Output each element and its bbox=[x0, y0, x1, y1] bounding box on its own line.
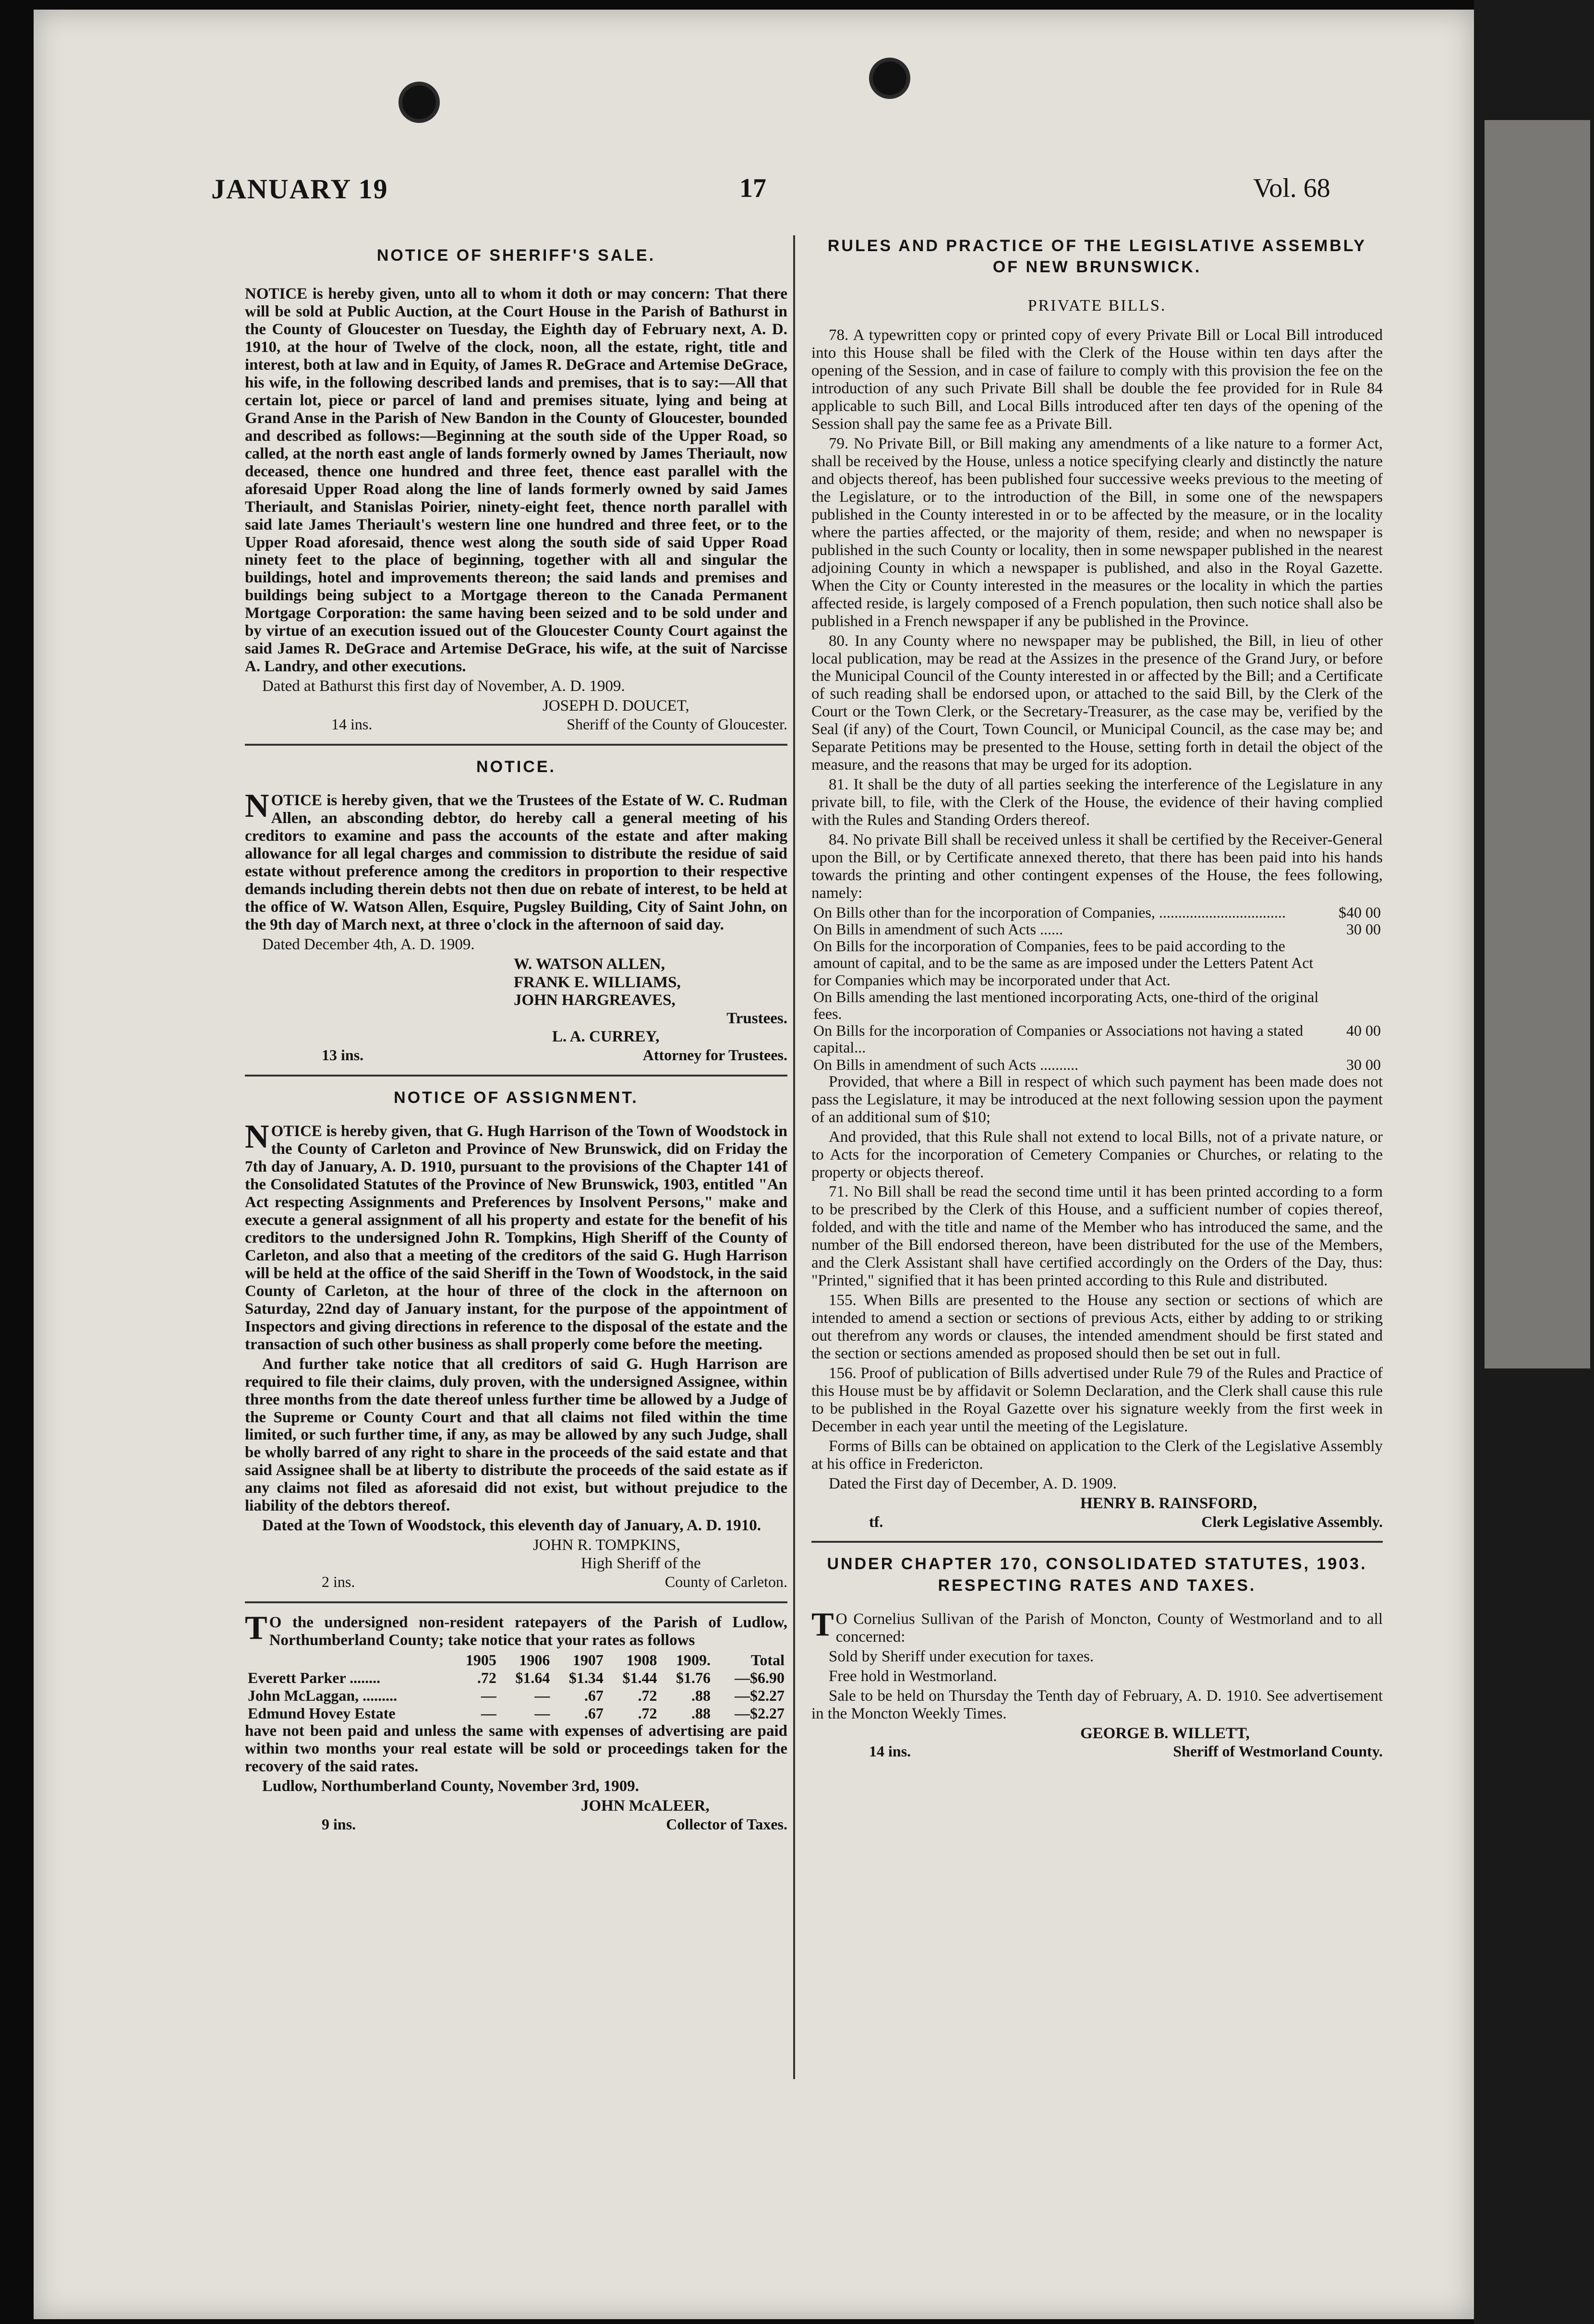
ludlow-signer-title: Collector of Taxes. bbox=[666, 1815, 787, 1833]
rules-footer bbox=[811, 1513, 1383, 1531]
chapter-170-title: UNDER CHAPTER 170, CONSOLIDATED STATUTES, 1903. RESPECTING RATES AND TAXES. bbox=[827, 1555, 1367, 1595]
table-cell: — bbox=[534, 1704, 550, 1722]
binding-hole-right bbox=[869, 58, 910, 99]
page-number: 17 bbox=[739, 173, 766, 203]
assignment-title: NOTICE OF ASSIGNMENT. bbox=[394, 1089, 639, 1107]
chapter-170-line-2: Sold by Sheriff under execution for taxes. bbox=[829, 1647, 1094, 1665]
rates-col-1905: 1905 bbox=[465, 1651, 496, 1669]
fee-amount: 30 00 bbox=[1346, 1055, 1381, 1073]
trustees-notice bbox=[245, 756, 787, 1064]
table-cell: .72 bbox=[638, 1686, 657, 1704]
table-cell: $1.44 bbox=[622, 1669, 657, 1686]
table-row bbox=[811, 1022, 1383, 1056]
chapter-170-ins: 14 ins. bbox=[869, 1743, 911, 1760]
assignment-dated: Dated at the Town of Woodstock, this eleventh day of January, A. D. 1910. bbox=[262, 1517, 761, 1535]
table-cell: .67 bbox=[584, 1686, 604, 1704]
rule-155: 155. When Bills are presented to the House any section or sections of which are intended to amend a section or sections of previous Acts, either by adding to or striking out therefrom any words or clauses, the intended amendment should be first stated and the section or sections amended as proposed should then be set out in full. bbox=[811, 1292, 1383, 1363]
rule-156: 156. Proof of publication of Bills advertised under Rule 79 of the Rules and Practice of this House must be by affidavit or Solemn Declaration, and the Clerk shall cause this rule to be published in the Royal Gazette over his signature weekly from the first week in December in each year until the meeting of the Legislature. bbox=[811, 1365, 1383, 1435]
rules-proviso-1: Provided, that where a Bill in respect of which such payment has been made does not pass the Legislature, it may be introduced at the next following session upon the payment of an additional sum of $10; bbox=[811, 1073, 1383, 1126]
chapter-170-line-3: Free hold in Westmorland. bbox=[829, 1667, 997, 1685]
trustees-label: Trustees. bbox=[726, 1010, 787, 1028]
trustee-1: W. WATSON ALLEN, bbox=[514, 955, 665, 973]
ludlow-body: have not been paid and unless the same with expenses of advertising are paid within two months your real estate will be sold or proceedings taken for the recovery of the said rates. bbox=[245, 1722, 787, 1775]
fee-amount: 40 00 bbox=[1346, 1022, 1381, 1040]
assignment-signer-title-1: High Sheriff of the bbox=[581, 1555, 701, 1573]
table-row bbox=[811, 1056, 1383, 1073]
rates-col-1907: 1907 bbox=[572, 1651, 604, 1669]
rates-header-row bbox=[245, 1651, 787, 1669]
sheriff-sale-signer: JOSEPH D. DOUCET, bbox=[543, 697, 689, 715]
table-cell: .72 bbox=[477, 1669, 496, 1686]
ludlow-dated: Ludlow, Northumberland County, November 3rd, 1909. bbox=[262, 1777, 640, 1795]
rules-subtitle: PRIVATE BILLS. bbox=[1027, 297, 1167, 315]
table-row bbox=[811, 938, 1383, 989]
sheriff-sale-notice bbox=[245, 245, 787, 733]
rates-table bbox=[245, 1651, 787, 1722]
ludlow-signer: JOHN McALEER, bbox=[581, 1797, 710, 1815]
assignment-notice bbox=[245, 1087, 787, 1591]
volume-number: Vol. 68 bbox=[1253, 173, 1330, 203]
rules-signer-title: Clerk Legislative Assembly. bbox=[1201, 1513, 1383, 1530]
ludlow-footer bbox=[245, 1816, 787, 1833]
table-cell: Edmund Hovey Estate bbox=[248, 1704, 396, 1722]
rule-84: 84. No private Bill shall be received unless it shall be certified by the Receiver-General upon the Bill, or by Certificate annexed thereto, that there has been paid into his hands towards the printing and other contingent expenses of the House, the fees following, namely: bbox=[811, 831, 1383, 902]
fee-description: On Bills for the incorporation of Companies or Associations not having a stated capital... bbox=[813, 1022, 1304, 1056]
chapter-170-signer-title: Sheriff of Westmorland County. bbox=[1173, 1743, 1383, 1760]
rule-71: 71. No Bill shall be read the second time until it has been printed according to a form to be prescribed by the Clerk of this House, and a sufficient number of copies thereof, folded, and with the title and name of the Member who has introduced the same, and the number of the Bill endorsed thereon, have been distributed for the use of the Members, and the Clerk Assistant shall have certified accordingly on the Orders of the Day, thus: "Printed," signified that it has been printed according to this Rule and distributed. bbox=[811, 1183, 1383, 1290]
trustee-2: FRANK E. WILLIAMS, bbox=[514, 973, 681, 991]
attorney-title: Attorney for Trustees. bbox=[642, 1046, 787, 1064]
assignment-signer-title-2: County of Carleton. bbox=[664, 1573, 787, 1591]
rule-78: 78. A typewritten copy or printed copy of every Private Bill or Local Bill introduced into this House shall be filed with the Clerk of the House within ten days after the opening of the Session, and in case of failure to comply with this provision the fee on the introduction of any such Private Bill shall be double the fee provided for in Rule 84 applicable to such Bill, and Local Bills introduced after ten days of the opening of the Session shall pay the same fee as a Private Bill. bbox=[811, 327, 1383, 433]
table-cell: —$2.27 bbox=[735, 1704, 785, 1722]
table-cell: $1.76 bbox=[676, 1669, 711, 1686]
rates-col-1908: 1908 bbox=[626, 1651, 657, 1669]
chapter-170-line-1: TO Cornelius Sullivan of the Parish of Moncton, County of Westmorland and to all concerned: bbox=[811, 1606, 1383, 1646]
rates-col-1909: 1909. bbox=[676, 1651, 711, 1669]
sheriff-sale-dated: Dated at Bathurst this first day of November, A. D. 1909. bbox=[262, 678, 625, 695]
table-row bbox=[245, 1687, 787, 1705]
rates-col-name bbox=[245, 1651, 451, 1669]
table-cell: $1.34 bbox=[568, 1669, 604, 1686]
rules-tf: tf. bbox=[869, 1513, 883, 1530]
assignment-footer bbox=[245, 1573, 787, 1591]
rules-private-bills bbox=[811, 235, 1383, 1530]
ludlow-rates-notice bbox=[245, 1609, 787, 1833]
assignment-signer: JOHN R. TOMPKINS, bbox=[533, 1537, 680, 1554]
fee-amount bbox=[1337, 989, 1383, 1022]
sheriff-sale-body: NOTICE is hereby given, unto all to whom it doth or may concern: That there will be sold at Public Auction, at the Court House in the Parish of Bathurst in the County of Gloucester on Tuesday, the Eighth day of February next, A. D. 1910, at the hour of Twelve of the clock, noon, all the estate, right, title and interest, both at law and in Equity, of James R. DeGrace and Artemise DeGrace, his wife, in the following described lands and premises, that is to say:—All that certain lot, piece or parcel of land and premises situate, lying and being at Grand Anse in the Parish of New Bandon in the County of Gloucester, bounded and described as follows:—Beginning at the south side of the Upper Road, so called, at the north east angle of lands formerly owned by James Theriault, now deceased, thence one hundred and three feet, thence east parallel with the aforesaid Upper Road along the line of lands formerly owned by said James Theriault, and Stanislas Poirier, ninety-eight feet, thence north parallel with said late James Theriault's western line one hundred and three feet, or to the Upper Road aforesaid, thence west along the south side of said Upper Road ninety feet to the place of beginning, together with all and singular the buildings, hotel and improvements thereon; the said lands and premises and buildings being subject to a Mortgage thereon to the Canada Permanent Mortgage Corporation: the same having been seized and to be sold under and by virtue of an execution issued out of the Gloucester County Court against the said James R. DeGrace and Artemise DeGrace, his wife, at the suit of Narcisse A. Landry, and other executions. bbox=[245, 285, 787, 676]
table-row bbox=[245, 1669, 787, 1687]
sheriff-sale-footer bbox=[245, 715, 787, 733]
divider bbox=[245, 1075, 787, 1077]
table-cell: .88 bbox=[691, 1686, 711, 1704]
left-column bbox=[245, 245, 787, 1833]
fee-description: On Bills in amendment of such Acts .......... bbox=[813, 1055, 1078, 1073]
ludlow-ins: 9 ins. bbox=[322, 1815, 356, 1833]
sheriff-sale-signer-title: Sheriff of the County of Gloucester. bbox=[567, 715, 787, 733]
trustees-ins: 13 ins. bbox=[322, 1046, 364, 1064]
rules-title: RULES AND PRACTICE OF THE LEGISLATIVE ASSEMBLY OF NEW BRUNSWICK. bbox=[827, 237, 1367, 277]
rules-forms: Forms of Bills can be obtained on application to the Clerk of the Legislative Assembly at his office in Fredericton. bbox=[811, 1437, 1383, 1473]
newspaper-page bbox=[34, 10, 1474, 2319]
table-cell: Everett Parker ........ bbox=[248, 1669, 381, 1686]
table-cell: $1.64 bbox=[515, 1669, 550, 1686]
table-cell: — bbox=[481, 1704, 496, 1722]
table-cell: .67 bbox=[584, 1704, 604, 1722]
fee-description: On Bills amending the last mentioned incorporating Acts, one-third of the original fees. bbox=[813, 988, 1319, 1022]
rule-80: 80. In any County where no newspaper may be published, the Bill, in lieu of other local publication, may be read at the Assizes in the presence of the Grand Jury, or before the Municipal Council of the County interested in or affected by the Bill; and a Certificate of such reading shall be endorsed upon, or attached to the said Bill, by the Clerk of the Court or the Town Clerk, or the Secretary-Treasurer, as the case may be, verified by the Seal (if any) of the Court, Town Council, or Municipal Council, as the case may be; and Separate Petitions may be presented to the House, setting forth in detail the object of the measure, and the reasons that may be urged for its adoption. bbox=[811, 632, 1383, 774]
attorney-name: L. A. CURREY, bbox=[552, 1028, 660, 1046]
chapter-170-signer: GEORGE B. WILLETT, bbox=[1080, 1724, 1250, 1742]
rates-col-total: Total bbox=[751, 1651, 785, 1669]
table-cell: —$2.27 bbox=[735, 1686, 785, 1704]
column-rule bbox=[793, 235, 795, 2079]
assignment-body-1: NOTICE is hereby given, that G. Hugh Harrison of the Town of Woodstock in the County of Carleton and Province of New Brunswick, did on Friday the 7th day of January, A. D. 1910, pursuant to the provisions of the Chapter 141 of the Consolidated Statutes of the Province of New Brunswick, 1903, entitled "An Act respecting Assignments and Preferences by Insolvent Persons," make and execute a general assignment of all his property and estate for the benefit of his creditors to the undersigned John R. Tompkins, High Sheriff of the County of Carleton, and also that a meeting of the creditors of the said G. Hugh Harrison will be held at the office of the said Sheriff in the Town of Woodstock, in the said County of Carleton, at the hour of three of the clock in the afternoon on Saturday, 22nd day of January instant, for the purpose of the appointment of Inspectors and giving directions in reference to the disposal of the estate and the transaction of such other business as shall properly come before the meeting. bbox=[245, 1118, 787, 1353]
fee-description: On Bills other than for the incorporation of Companies, ................................. bbox=[813, 903, 1286, 921]
rule-79: 79. No Private Bill, or Bill making any amendments of a like nature to a former Act, shall be received by the House, unless a notice specifying clearly and distinctly the nature and objects thereof, has been published four successive weeks previous to the meeting of the Legislature, or to the introduction of the Bill, in some one of the newspapers published in the County interested in or to be affected by the measure, or in the locality where the parties affected, or the majority of them, reside; and when no newspaper is published in the such County or locality, then in some newspaper published in the nearest adjoining County in which a newspaper is published, and also in the Royal Gazette. When the City or County interested in the measures or the locality in which the parties affected reside, is largely composed of a French population, then such notice shall also be published in a French newspaper if any be published in the Province. bbox=[811, 435, 1383, 630]
table-cell: — bbox=[534, 1686, 550, 1704]
table-row bbox=[245, 1705, 787, 1722]
sheriff-sale-ins: 14 ins. bbox=[331, 715, 373, 733]
trustees-notice-body: NOTICE is hereby given, that we the Trustees of the Estate of W. C. Rudman Allen, an absconding debtor, do hereby call a general meeting of his creditors to examine and pass the accounts of the estate and after making allowance for all legal charges and commission to distribute the residue of said estate without preference among the creditors in proportion to their respective demands including therein debts not then due on rebate of interest, to be held at the office of W. Watson Allen, Esquire, Pugsley Building, City of Saint John, on the 9th day of March next, at three o'clock in the afternoon of said day. bbox=[245, 787, 787, 933]
trustees-footer bbox=[245, 1046, 787, 1064]
adjacent-page-edge bbox=[1474, 0, 1594, 2324]
rules-dated: Dated the First day of December, A. D. 1909. bbox=[829, 1475, 1117, 1492]
table-cell: John McLaggan, ......... bbox=[248, 1686, 398, 1704]
trustee-3: JOHN HARGREAVES, bbox=[514, 992, 676, 1009]
running-head-date: JANUARY 19 bbox=[211, 173, 388, 205]
divider bbox=[245, 744, 787, 746]
ludlow-intro: TO the undersigned non-resident ratepayers of the Parish of Ludlow, Northumberland County; take notice that your rates as follows bbox=[245, 1609, 787, 1649]
right-column bbox=[811, 235, 1383, 1760]
fee-amount: 30 00 bbox=[1346, 920, 1381, 938]
table-row bbox=[811, 904, 1383, 921]
table-cell: .88 bbox=[691, 1704, 711, 1722]
assignment-body-2: And further take notice that all creditors of said G. Hugh Harrison are required to file their claims, duly proven, with the undersigned Assignee, within three months from the date thereof unless further time be allowed by a Judge of the Supreme or County Court and that all claims not filed within the time limited, or such further time, if any, as may be allowed by any such Judge, shall be wholly barred of any right to share in the proceeds of the said estate and that said Assignee shall be at liberty to distribute the proceeds of the said estate as if any claims not filed as aforesaid did not exist, but without prejudice to the liability of the debtors thereof. bbox=[245, 1355, 787, 1515]
rates-col-1906: 1906 bbox=[519, 1651, 550, 1669]
table-cell: — bbox=[481, 1686, 496, 1704]
assignment-ins: 2 ins. bbox=[322, 1573, 355, 1591]
divider bbox=[811, 1541, 1383, 1543]
rules-signer: HENRY B. RAINSFORD, bbox=[1080, 1494, 1257, 1512]
rules-proviso-2: And provided, that this Rule shall not extend to local Bills, not of a private nature, or to Acts for the incorporation of Cemetery Companies or Churches, or relating to the property or objects thereof. bbox=[811, 1128, 1383, 1181]
trustees-notice-title: NOTICE. bbox=[476, 757, 556, 776]
trustees-notice-dated: Dated December 4th, A. D. 1909. bbox=[262, 935, 475, 953]
table-row bbox=[811, 989, 1383, 1022]
fee-amount: $40 00 bbox=[1339, 903, 1381, 921]
chapter-170-notice bbox=[811, 1553, 1383, 1760]
table-cell: —$6.90 bbox=[735, 1669, 785, 1686]
rule-81: 81. It shall be the duty of all parties seeking the interference of the Legislature in any private bill, to file, with the Clerk of the House, the evidence of their having complied with the Rules and Standing Orders thereof. bbox=[811, 776, 1383, 829]
sheriff-sale-title: NOTICE OF SHERIFF'S SALE. bbox=[376, 246, 656, 265]
table-cell: .72 bbox=[638, 1704, 657, 1722]
fee-amount bbox=[1337, 938, 1383, 989]
fees-table bbox=[811, 904, 1383, 1073]
divider bbox=[245, 1601, 787, 1603]
chapter-170-line-4: Sale to be held on Thursday the Tenth day of February, A. D. 1910. See advertisement in the Moncton Weekly Times. bbox=[811, 1687, 1383, 1722]
binding-hole-left bbox=[398, 82, 440, 123]
chapter-170-footer bbox=[811, 1743, 1383, 1760]
fee-description: On Bills in amendment of such Acts ...... bbox=[813, 920, 1063, 938]
table-row bbox=[811, 921, 1383, 938]
fee-description: On Bills for the incorporation of Companies, fees to be paid according to the amount of capital, and to be the same as are imposed under the Letters Patent Act for Companies which may be incorporated under that Act. bbox=[813, 937, 1314, 989]
